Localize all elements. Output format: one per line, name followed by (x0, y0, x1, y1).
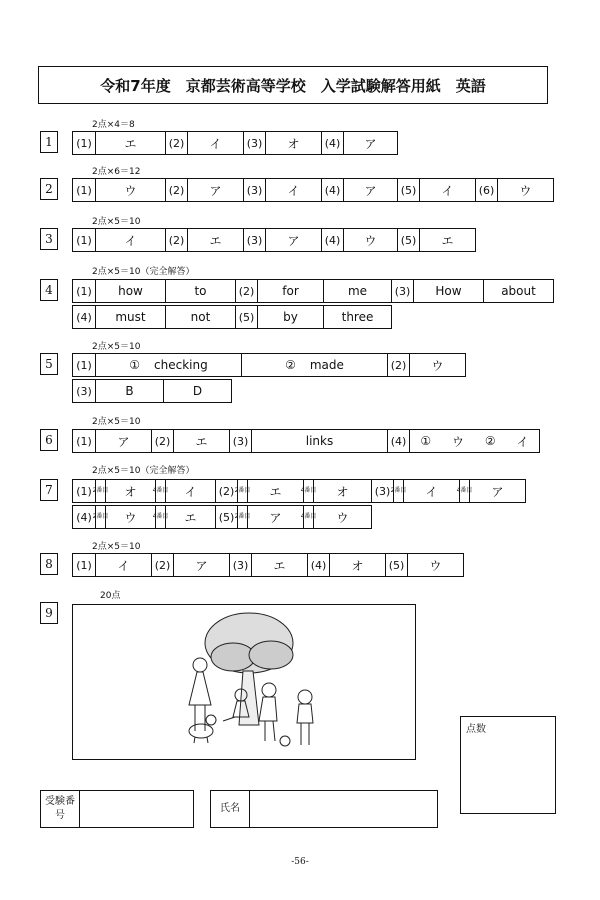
answer-cell[interactable]: オ (105, 480, 155, 502)
points-q4: 2点×5＝10（完全解答） (92, 267, 195, 277)
answer-label: (2) (151, 430, 173, 452)
answer-label: (4) (321, 229, 343, 251)
question-number-7: 7 (40, 479, 58, 501)
name-label: 氏名 (211, 791, 250, 827)
order-label-2nd: 2番目 (237, 506, 247, 528)
answer-cell[interactable]: by (257, 306, 323, 328)
exam-number-field[interactable] (80, 791, 193, 827)
name-box[interactable] (210, 790, 438, 828)
answer-row-q4-2 (72, 305, 392, 329)
points-q2: 2点×6＝12 (92, 167, 141, 177)
answer-label: (2) (165, 229, 187, 251)
answer-label: (1) (76, 358, 92, 372)
points-q6: 2点×5＝10 (92, 417, 141, 427)
answer-cell[interactable]: me (323, 280, 391, 302)
answer-cell[interactable]: オ (329, 554, 385, 576)
answer-label: (4) (76, 310, 92, 324)
answer-label: (3) (391, 280, 413, 302)
circled-number: ② (285, 358, 296, 372)
answer-label: (6) (475, 179, 497, 201)
answer-cell[interactable]: ア (343, 179, 397, 201)
answer-row-q6 (72, 429, 540, 453)
answer-cell[interactable]: ウ (343, 229, 397, 251)
points-q8: 2点×5＝10 (92, 542, 141, 552)
answer-cell[interactable]: ウ (407, 554, 463, 576)
answer-cell[interactable]: ア (247, 506, 303, 528)
question-number-5: 5 (40, 353, 58, 375)
circled-number: ② (484, 434, 496, 448)
order-label-4th: 4番目 (459, 480, 469, 502)
points-q3: 2点×5＝10 (92, 217, 141, 227)
answer-cell[interactable]: ア (187, 179, 243, 201)
answer-label: (3) (243, 229, 265, 251)
answer-label: (4) (76, 510, 92, 524)
answer-cell[interactable]: エ (187, 229, 243, 251)
answer-label: (2) (387, 354, 409, 376)
answer-text: checking (154, 358, 208, 372)
answer-cell[interactable]: about (483, 280, 553, 302)
answer-label: (5) (397, 179, 419, 201)
order-label-4th: 4番目 (155, 480, 165, 502)
question-number-2: 2 (40, 178, 58, 200)
answer-label: (3) (243, 132, 265, 154)
answer-cell[interactable]: ウ (409, 354, 465, 376)
answer-label: (5) (235, 306, 257, 328)
answer-cell[interactable] (409, 430, 539, 452)
answer-cell[interactable]: ア (469, 480, 525, 502)
answer-cell[interactable]: エ (95, 132, 165, 154)
answer-cell[interactable] (95, 354, 241, 376)
page-number: -56- (291, 857, 309, 867)
answer-row-q3 (72, 228, 476, 252)
answer-label: (5) (215, 506, 237, 528)
answer-cell[interactable]: must (95, 306, 165, 328)
answer-cell[interactable]: ウ (497, 179, 553, 201)
answer-cell[interactable]: ア (265, 229, 321, 251)
question-number-1: 1 (40, 131, 58, 153)
answer-label: (4) (307, 554, 329, 576)
answer-cell[interactable]: ア (173, 554, 229, 576)
answer-cell[interactable]: エ (251, 554, 307, 576)
answer-label: (1) (76, 284, 92, 298)
order-label-2nd: 2番目 (95, 506, 105, 528)
answer-cell[interactable]: for (257, 280, 323, 302)
points-q1: 2点×4＝8 (92, 120, 135, 130)
answer-cell[interactable]: links (251, 430, 387, 452)
answer-label: (3) (371, 480, 393, 502)
answer-label: (2) (151, 554, 173, 576)
answer-cell[interactable]: B (95, 380, 163, 402)
order-label-4th: 4番目 (303, 480, 313, 502)
answer-label: (2) (165, 179, 187, 201)
question-number-3: 3 (40, 228, 58, 250)
answer-text: イ (516, 434, 529, 449)
answer-row-q5 (72, 353, 466, 377)
answer-cell[interactable]: ア (343, 132, 397, 154)
exam-number-box[interactable] (40, 790, 194, 828)
score-label: 点数 (466, 724, 486, 735)
page-title: 令和7年度 京都芸術高等学校 入学試験解答用紙 英語 (38, 66, 548, 104)
answer-label: (3) (229, 430, 251, 452)
answer-label: (3) (243, 179, 265, 201)
points-q9: 20点 (100, 591, 121, 601)
answer-cell[interactable]: イ (95, 229, 165, 251)
answer-cell[interactable]: オ (313, 480, 371, 502)
order-label-2nd: 2番目 (95, 480, 105, 502)
answer-label: (2) (165, 132, 187, 154)
answer-cell[interactable]: ウ (105, 506, 155, 528)
order-label-4th: 4番目 (303, 506, 313, 528)
points-q5: 2点×5＝10 (92, 342, 141, 352)
answer-cell[interactable]: how (95, 280, 165, 302)
answer-cell[interactable]: オ (265, 132, 321, 154)
answer-label: (3) (76, 384, 92, 398)
answer-row-q2 (72, 178, 554, 202)
answer-row-q7-2 (72, 505, 372, 529)
answer-cell[interactable]: エ (165, 506, 215, 528)
answer-text: ウ (452, 434, 465, 449)
score-box[interactable] (460, 716, 556, 814)
points-q7: 2点×5＝10（完全解答） (92, 466, 195, 476)
answer-label: (2) (215, 480, 237, 502)
answer-cell[interactable]: not (165, 306, 235, 328)
question-number-6: 6 (40, 429, 58, 451)
answer-cell[interactable]: ウ (313, 506, 371, 528)
answer-label: (2) (235, 280, 257, 302)
answer-label: (1) (76, 233, 92, 247)
answer-label: (1) (76, 434, 92, 448)
answer-cell[interactable]: ウ (95, 179, 165, 201)
answer-label: (4) (321, 179, 343, 201)
exam-number-label: 受験番号 (41, 791, 80, 827)
answer-cell[interactable]: イ (165, 480, 215, 502)
answer-row-q8 (72, 553, 464, 577)
answer-cell[interactable]: How (413, 280, 483, 302)
answer-label: (5) (397, 229, 419, 251)
circled-number: ① (129, 358, 141, 372)
answer-cell[interactable]: イ (95, 554, 151, 576)
order-label-2nd: 2番目 (237, 480, 247, 502)
answer-cell[interactable]: イ (419, 179, 475, 201)
answer-label: (1) (76, 558, 92, 572)
answer-cell[interactable]: ア (95, 430, 151, 452)
order-label-2nd: 2番目 (393, 480, 403, 502)
park-illustration (73, 605, 414, 758)
answer-text: made (309, 358, 344, 372)
answer-cell[interactable]: D (163, 380, 231, 402)
answer-cell[interactable] (241, 354, 387, 376)
answer-row-q4 (72, 279, 554, 303)
answer-row-q1 (72, 131, 398, 155)
answer-cell[interactable]: イ (187, 132, 243, 154)
order-label-4th: 4番目 (155, 506, 165, 528)
answer-label: (4) (321, 132, 343, 154)
answer-cell[interactable]: イ (265, 179, 321, 201)
answer-label: (1) (76, 484, 92, 498)
answer-cell[interactable]: エ (419, 229, 475, 251)
question-number-4: 4 (40, 279, 58, 301)
question-number-9: 9 (40, 602, 58, 624)
question-number-8: 8 (40, 553, 58, 575)
answer-label: (4) (387, 430, 409, 452)
answer-cell[interactable]: エ (247, 480, 303, 502)
answer-cell[interactable]: three (323, 306, 391, 328)
answer-cell[interactable]: エ (173, 430, 229, 452)
answer-cell[interactable]: イ (403, 480, 459, 502)
picture-frame (72, 604, 416, 760)
circled-number: ① (420, 434, 432, 448)
answer-label: (1) (76, 183, 92, 197)
answer-label: (5) (385, 554, 407, 576)
answer-row-q7 (72, 479, 526, 503)
answer-label: (1) (76, 136, 92, 150)
answer-label: (3) (229, 554, 251, 576)
answer-row-q5-2 (72, 379, 232, 403)
name-field[interactable] (250, 791, 437, 827)
answer-cell[interactable]: to (165, 280, 235, 302)
